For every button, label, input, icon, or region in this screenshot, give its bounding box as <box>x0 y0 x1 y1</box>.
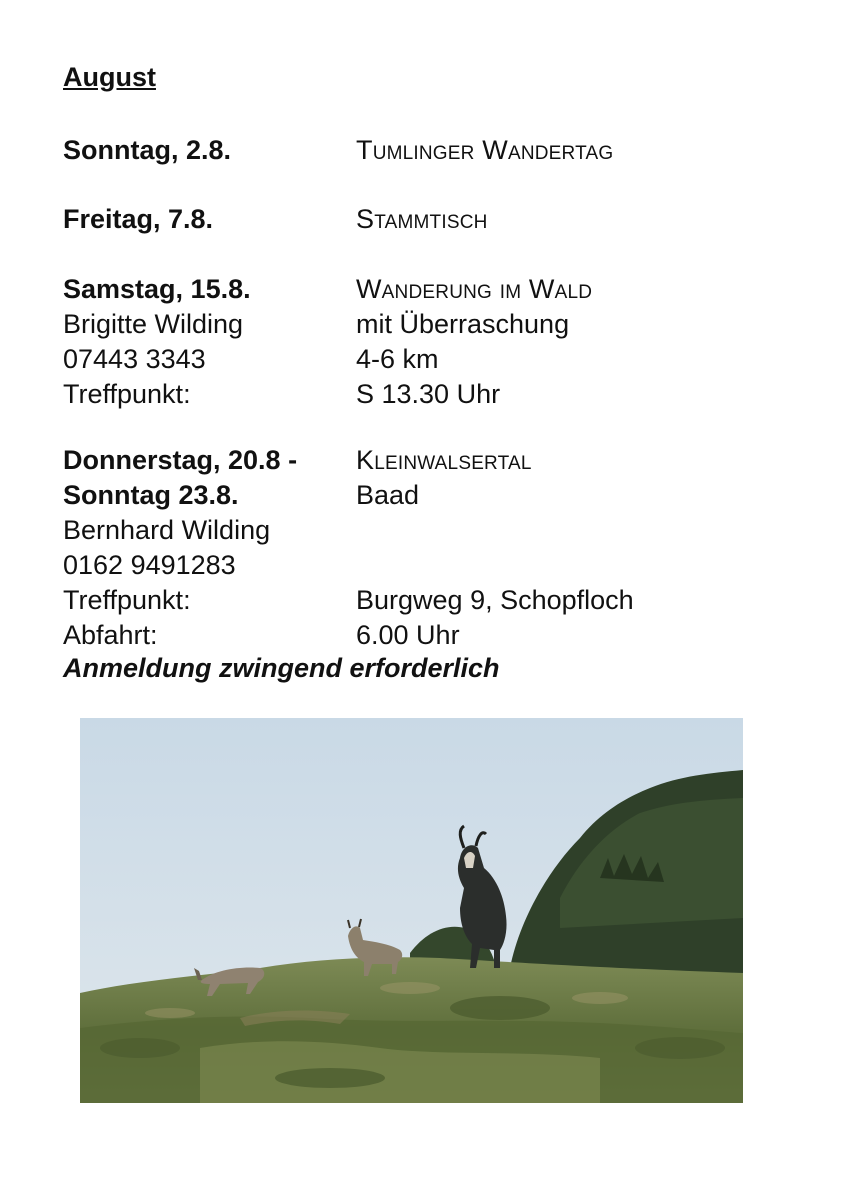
event-title: Stammtisch <box>356 204 488 234</box>
event-row <box>63 443 823 478</box>
event-row <box>63 272 823 307</box>
chamois-photo <box>80 718 743 1103</box>
event-row <box>63 583 823 618</box>
event-row <box>63 618 823 653</box>
event-detail: mit Überraschung <box>356 309 570 339</box>
event-label: Treffpunkt: <box>63 379 191 409</box>
month-heading: August <box>63 62 156 92</box>
registration-note: Anmeldung zwingend erforderlich <box>63 653 500 683</box>
event-row <box>63 513 823 548</box>
event-title: Wanderung im Wald <box>356 274 593 304</box>
event-row <box>63 478 823 513</box>
event-detail <box>356 548 823 583</box>
event-row <box>63 202 823 237</box>
event-date: Samstag, 15.8. <box>63 274 251 304</box>
event-title: Tumlinger Wandertag <box>356 135 614 165</box>
event-phone: 07443 3343 <box>63 344 206 374</box>
event-row <box>63 377 823 412</box>
event-detail: 4-6 km <box>356 344 439 374</box>
event-detail: Baad <box>356 480 420 510</box>
event-detail: S 13.30 Uhr <box>356 379 501 409</box>
event-date: Sonntag 23.8. <box>63 480 239 510</box>
event-date: Sonntag, 2.8. <box>63 135 232 165</box>
event-row <box>63 133 823 168</box>
event-leader: Bernhard Wilding <box>63 515 271 545</box>
event-title: Kleinwalsertal <box>356 445 532 475</box>
event-row <box>63 307 823 342</box>
event-row <box>63 548 823 583</box>
event-date: Freitag, 7.8. <box>63 204 214 234</box>
event-label: Abfahrt: <box>63 620 158 650</box>
event-date: Donnerstag, 20.8 - <box>63 445 298 475</box>
event-detail: Burgweg 9, Schopfloch <box>356 585 634 615</box>
event-phone: 0162 9491283 <box>63 550 236 580</box>
event-leader: Brigitte Wilding <box>63 309 244 339</box>
event-label: Treffpunkt: <box>63 585 191 615</box>
event-detail: 6.00 Uhr <box>356 620 460 650</box>
event-row <box>63 342 823 377</box>
event-detail <box>356 513 823 548</box>
